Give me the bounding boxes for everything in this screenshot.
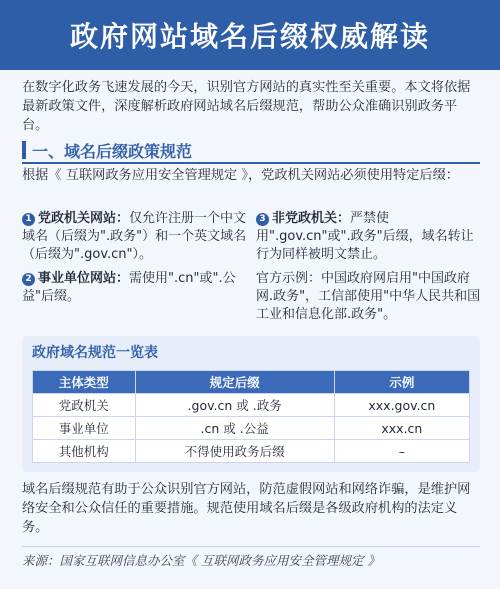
rules-left-column <box>22 210 247 312</box>
table-row <box>33 394 470 417</box>
rule-item-party <box>22 210 247 264</box>
table-title: 政府域名规范一览表 <box>32 345 158 361</box>
rule-item-nonparty <box>256 210 482 264</box>
table-cell: 不得使用政务后缀 <box>135 440 334 463</box>
rule-item-institution <box>22 270 247 306</box>
number-badge-icon: 3 <box>256 213 269 226</box>
section-lead: 根据《 互联网政务应用安全管理规定 》，党政机关网站必须使用特定后缀： <box>22 168 459 183</box>
domain-table <box>32 370 470 463</box>
table-cell: xxx.gov.cn <box>334 394 469 417</box>
table-cell: xxx.cn <box>334 417 469 440</box>
domain-table-panel <box>22 336 480 472</box>
rules-right-column <box>256 210 482 324</box>
number-badge-icon: 1 <box>22 213 35 226</box>
official-example: 官方示例：中国政府网启用"中国政府网.政务"，工信部使用"中华人民共和国工业和信息化部.政务"。 <box>256 271 481 322</box>
table-cell: 党政机关 <box>33 394 136 417</box>
intro-paragraph: 在数字化政务飞速发展的今天，识别官方网站的真实性至关重要。本文将依据最新政策文件，深度解析政府网站域名后缀规范，帮助公众准确识别政务平台。 <box>22 80 471 133</box>
section-heading <box>22 138 480 164</box>
column-header: 示例 <box>334 371 469 394</box>
table-row <box>33 440 470 463</box>
page-title: 政府网站域名后缀权威解读 <box>69 20 430 53</box>
table-cell: .cn 或 .公益 <box>135 417 334 440</box>
rule-text: 仅允许注册一个中文域名（后缀为".政务"）和一个英文域名（后缀为".gov.cn"）。 <box>22 211 247 262</box>
rule-label: 非党政机关： <box>272 211 351 226</box>
table-header-row <box>33 371 470 394</box>
column-header: 规定后缀 <box>135 371 334 394</box>
table-cell: .gov.cn 或 .政务 <box>135 394 334 417</box>
source-note: 来源：国家互联网信息办公室《 互联网政务应用安全管理规定 》 <box>22 546 480 569</box>
section-marker-icon <box>22 141 26 159</box>
table-cell: 事业单位 <box>33 417 136 440</box>
table-row <box>33 417 470 440</box>
summary-paragraph: 域名后缀规范有助于公众识别官方网站，防范虚假网站和网络诈骗，是维护网络安全和公众信任的重要措施。规范使用域名后缀是各级政府机构的法定义务。 <box>22 482 471 535</box>
table-cell: – <box>334 440 469 463</box>
table-cell: 其他机构 <box>33 440 136 463</box>
number-badge-icon: 2 <box>22 273 35 286</box>
title-banner <box>0 0 500 70</box>
section-title: 一、域名后缀政策规范 <box>32 141 193 161</box>
rule-label: 事业单位网站： <box>38 271 130 286</box>
column-header: 主体类型 <box>33 371 136 394</box>
rule-text: 需使用".cn"或".公益"后缀。 <box>22 271 236 304</box>
rule-label: 党政机关网站： <box>38 211 130 226</box>
rule-text: 严禁使用".gov.cn"或".政务"后缀，域名转让行为同样被明文禁止。 <box>256 211 474 262</box>
